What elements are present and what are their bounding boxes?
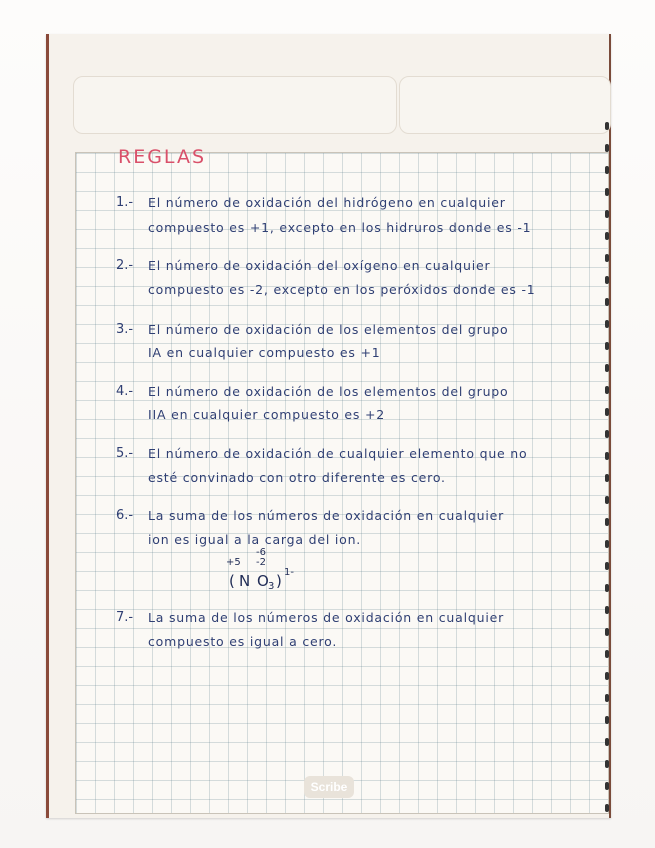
rule-line: El número de oxidación de los elementos del grupo (148, 384, 509, 399)
nitrate-formula: ( N O 3 ) 1- +5 -2 -6 (226, 547, 294, 592)
header-box-left (73, 76, 397, 134)
formula-n: N (239, 572, 251, 590)
header-box-right (399, 76, 611, 134)
spiral-binding (601, 122, 611, 822)
rule-number: 5.- (116, 446, 134, 461)
formula-charge: 1- (284, 567, 294, 578)
rule-number: 7.- (116, 610, 134, 625)
rule-line: La suma de los números de oxidación en cualquier (148, 508, 505, 523)
rule-line: compuesto es -2, excepto en los peróxidos donde es -1 (148, 282, 536, 297)
rule-number: 3.- (116, 322, 134, 337)
formula-subscript: 3 (268, 581, 275, 592)
formula-o-oxidation: -2 (256, 557, 266, 568)
rule-line: La suma de los números de oxidación en cualquier (148, 610, 505, 625)
rule-number: 1.- (116, 195, 134, 210)
rule-line: esté convinado con otro diferente es cero. (148, 470, 446, 485)
rule-line: El número de oxidación del hidrógeno en cualquier (148, 195, 506, 210)
rule-line: El número de oxidación de los elementos del grupo (148, 322, 509, 337)
page-title: REGLAS (118, 146, 207, 168)
rule-line: IA en cualquier compuesto es +1 (148, 345, 381, 360)
rule-line: compuesto es +1, excepto en los hidruros donde es -1 (148, 220, 532, 235)
rule-number: 4.- (116, 384, 134, 399)
scribe-watermark: Scribe (304, 776, 354, 798)
rule-line: compuesto es igual a cero. (148, 634, 338, 649)
rule-line: ion es igual a la carga del ion. (148, 532, 362, 547)
formula-o: O (257, 572, 269, 590)
formula-o-total: -6 (256, 547, 266, 558)
rule-line: El número de oxidación del oxígeno en cualquier (148, 258, 491, 273)
formula-n-oxidation: +5 (226, 557, 241, 568)
rule-number: 6.- (116, 508, 134, 523)
rule-line: El número de oxidación de cualquier elemento que no (148, 446, 528, 461)
rule-number: 2.- (116, 258, 134, 273)
rule-line: IIA en cualquier compuesto es +2 (148, 407, 386, 422)
